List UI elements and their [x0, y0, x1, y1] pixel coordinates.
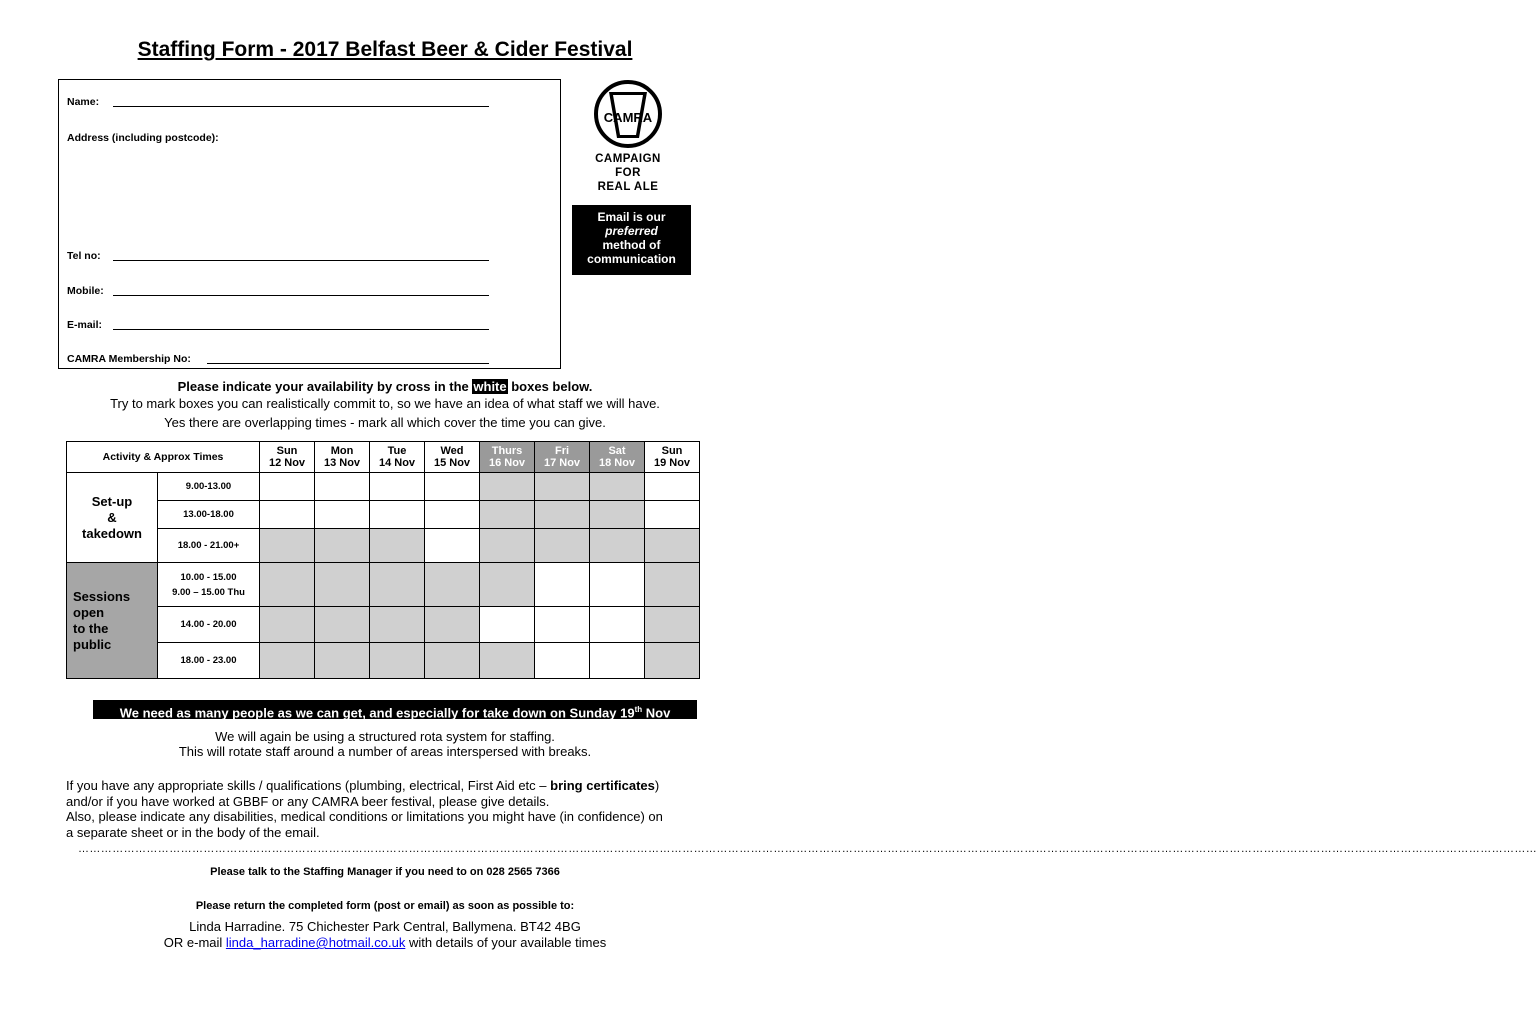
time-slot: 14.00 - 20.00 [158, 607, 260, 643]
time-slot-line: 9.00 – 15.00 Thu [172, 586, 245, 598]
logo-line-1: CAMPAIGN [595, 153, 661, 165]
unavailable-cell [480, 529, 535, 563]
tel-field[interactable] [113, 260, 489, 261]
day-header [260, 442, 315, 473]
unavailable-cell [535, 529, 590, 563]
availability-checkbox[interactable] [535, 643, 590, 679]
unavailable-cell [315, 529, 370, 563]
address-field[interactable] [67, 150, 547, 245]
day-name: Tue [387, 445, 407, 457]
grid-header-row [67, 442, 700, 473]
unavailable-cell [645, 563, 700, 607]
skills-line-3: Also, please indicate any disabilities, medical conditions or limitations you might have (in confidence) on [66, 809, 663, 824]
day-name: Thurs [491, 445, 523, 457]
rota-line-1: We will again be using a structured rota system for staffing. [215, 729, 555, 744]
availability-checkbox[interactable] [590, 643, 645, 679]
unavailable-cell [260, 643, 315, 679]
unavailable-cell [315, 563, 370, 607]
day-date: 14 Nov [378, 457, 416, 469]
sessions-label-line: public [73, 636, 112, 652]
unavailable-cell [425, 607, 480, 643]
day-name: Sun [661, 445, 683, 457]
day-name: Sun [276, 445, 298, 457]
email-line-suffix: with details of your available times [405, 935, 607, 950]
unavailable-cell [260, 563, 315, 607]
skills-line-2: and/or if you have worked at GBBF or any CAMRA beer festival, please give details. [66, 793, 550, 809]
camra-roundel-icon [587, 78, 669, 150]
unavailable-cell [480, 501, 535, 529]
day-date: 12 Nov [268, 457, 306, 469]
skills-bold: bring certificates [550, 778, 655, 793]
setup-row [67, 501, 700, 529]
instruction-text-2: boxes below. [507, 379, 593, 394]
unavailable-cell [645, 643, 700, 679]
return-address: Linda Harradine. 75 Chichester Park Central, Ballymena. BT42 4BG [189, 919, 581, 934]
day-header [590, 442, 645, 473]
membership-field[interactable] [207, 363, 489, 364]
day-name: Mon [330, 445, 354, 457]
setup-label-line: takedown [82, 525, 142, 541]
logo-letters: CAMRA [603, 110, 653, 125]
day-date: 16 Nov [488, 457, 526, 469]
unavailable-cell [425, 563, 480, 607]
day-header [480, 442, 535, 473]
session-row [67, 607, 700, 643]
instruction-line-2: Try to mark boxes you can realistically commit to, so we have an idea of what staff we will have. [110, 396, 660, 411]
availability-checkbox[interactable] [535, 563, 590, 607]
return-instruction: Please return the completed form (post or email) as soon as possible to: [195, 900, 575, 912]
skills-text-1: If you have any appropriate skills / qualifications (plumbing, electrical, First Aid etc – [66, 778, 551, 793]
availability-checkbox[interactable] [315, 473, 370, 501]
unavailable-cell [370, 529, 425, 563]
session-row [67, 563, 700, 607]
unavailable-cell [480, 643, 535, 679]
email-label: E-mail: [67, 319, 103, 331]
day-date: 17 Nov [543, 457, 581, 469]
email-line-prefix: OR e-mail [163, 935, 226, 950]
sessions-label [67, 563, 158, 679]
time-slot: 9.00-13.00 [158, 473, 260, 501]
setup-takedown-label [67, 473, 158, 563]
day-header [425, 442, 480, 473]
availability-checkbox[interactable] [590, 563, 645, 607]
session-row [67, 643, 700, 679]
instruction-text-1: Please indicate your availability by cross in the [177, 379, 473, 394]
unavailable-cell [480, 563, 535, 607]
day-header [535, 442, 590, 473]
rota-line-2: This will rotate staff around a number of areas interspersed with breaks. [178, 744, 592, 759]
unavailable-cell [260, 607, 315, 643]
availability-checkbox[interactable] [370, 501, 425, 529]
unavailable-cell [590, 501, 645, 529]
name-label: Name: [67, 96, 100, 108]
availability-checkbox[interactable] [645, 473, 700, 501]
banner-sup: th [634, 705, 643, 714]
availability-checkbox[interactable] [645, 501, 700, 529]
sessions-label-line: Sessions [73, 588, 131, 604]
time-slot: 18.00 - 23.00 [158, 643, 260, 679]
banner-text: We need as many people as we can get, and especially for take down on Sunday 19 [119, 705, 635, 721]
take-down-banner [93, 700, 697, 719]
unavailable-cell [590, 529, 645, 563]
day-date: 19 Nov [653, 457, 691, 469]
sessions-label-line: open [73, 604, 105, 620]
time-slot-line: 10.00 - 15.00 [180, 571, 237, 583]
time-slot: 13.00-18.00 [158, 501, 260, 529]
day-header [315, 442, 370, 473]
logo-line-2: FOR [615, 167, 641, 179]
availability-checkbox[interactable] [425, 529, 480, 563]
unavailable-cell [315, 607, 370, 643]
day-name: Sat [608, 445, 626, 457]
instruction-line-3: Yes there are overlapping times - mark all which cover the time you can give. [164, 415, 606, 430]
unavailable-cell [370, 607, 425, 643]
skills-text-2: ) [654, 778, 660, 793]
email-pref-line-1: Email is our [597, 210, 666, 224]
day-name: Fri [554, 445, 570, 457]
dotted-divider: …………………………………………………………………………………………………………………………………………………………………………………………………………………………………………………………………………………………………………………………………………………… [78, 843, 1537, 855]
email-pref-line-4: communication [587, 252, 676, 266]
availability-checkbox[interactable] [480, 607, 535, 643]
day-header [645, 442, 700, 473]
instruction-highlight: white [473, 379, 507, 394]
availability-checkbox[interactable] [260, 473, 315, 501]
email-pref-line-2: preferred [605, 224, 658, 238]
day-date: 13 Nov [323, 457, 361, 469]
sessions-label-line: to the [73, 620, 109, 636]
day-name: Wed [440, 445, 464, 457]
day-date: 15 Nov [433, 457, 471, 469]
setup-label-line: Set-up [91, 493, 133, 509]
banner-end: Nov [642, 705, 671, 721]
availability-checkbox[interactable] [315, 501, 370, 529]
unavailable-cell [535, 501, 590, 529]
unavailable-cell [480, 473, 535, 501]
day-header [370, 442, 425, 473]
availability-checkbox[interactable] [425, 473, 480, 501]
address-label: Address (including postcode): [67, 132, 219, 144]
availability-checkbox[interactable] [370, 473, 425, 501]
setup-label-line: & [107, 509, 117, 525]
availability-grid [66, 441, 700, 679]
contact-email-link[interactable]: linda_harradine@hotmail.co.uk [225, 935, 406, 950]
unavailable-cell [425, 643, 480, 679]
name-field[interactable] [113, 106, 489, 107]
time-slot [158, 563, 260, 607]
day-date: 18 Nov [598, 457, 636, 469]
unavailable-cell [645, 529, 700, 563]
availability-checkbox[interactable] [535, 607, 590, 643]
unavailable-cell [645, 607, 700, 643]
staffing-manager-note: Please talk to the Staffing Manager if you need to on 028 2565 7366 [210, 866, 560, 878]
unavailable-cell [315, 643, 370, 679]
personal-details-box [58, 79, 561, 369]
unavailable-cell [260, 529, 315, 563]
email-pref-line-3: method of [602, 238, 661, 252]
unavailable-cell [370, 563, 425, 607]
page-title: Staffing Form - 2017 Belfast Beer & Cider Festival [137, 38, 633, 61]
logo-line-3: REAL ALE [597, 181, 659, 193]
activity-header: Activity & Approx Times [67, 442, 260, 473]
email-line [0, 935, 770, 950]
unavailable-cell [590, 473, 645, 501]
email-preference-note [572, 205, 691, 275]
availability-instruction [0, 379, 770, 394]
camra-logo [587, 78, 669, 198]
availability-checkbox[interactable] [590, 607, 645, 643]
setup-row [67, 473, 700, 501]
time-slot: 18.00 - 21.00+ [158, 529, 260, 563]
email-field[interactable] [113, 329, 489, 330]
mobile-label: Mobile: [67, 285, 104, 297]
setup-row [67, 529, 700, 563]
unavailable-cell [370, 643, 425, 679]
availability-checkbox[interactable] [260, 501, 315, 529]
skills-line-4: a separate sheet or in the body of the email. [66, 824, 320, 840]
tel-label: Tel no: [67, 250, 101, 262]
unavailable-cell [535, 473, 590, 501]
mobile-field[interactable] [113, 295, 489, 296]
membership-label: CAMRA Membership No: [67, 353, 191, 365]
skills-paragraph [66, 778, 732, 840]
availability-checkbox[interactable] [425, 501, 480, 529]
